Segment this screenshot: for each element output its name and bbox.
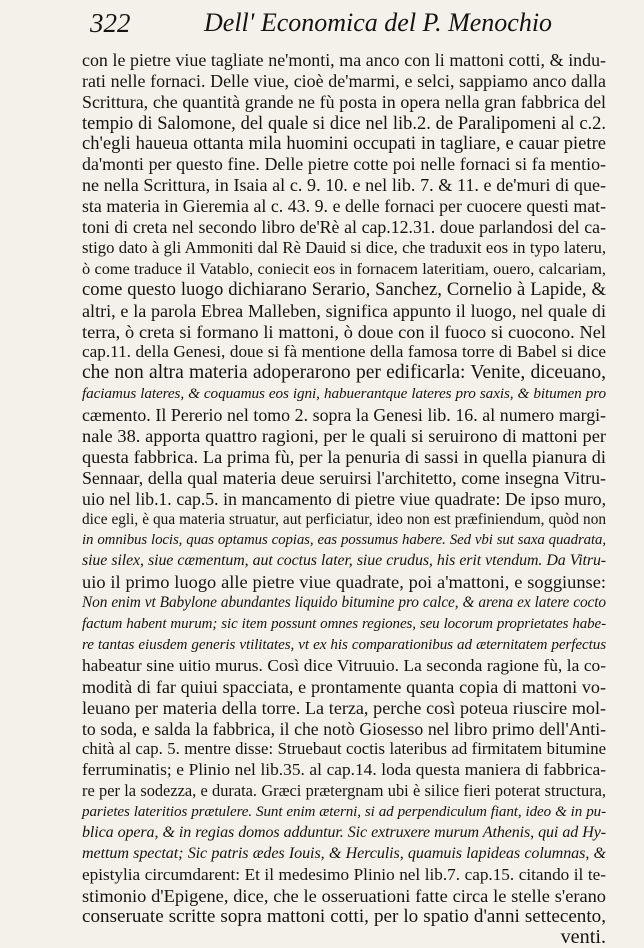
text-line: modità di far quiui spacciata, e prontamente quanta copia di mattoni vo-: [82, 676, 606, 697]
text-line: mettum spectat; Sic patris ædes Iouis, & Herculis, quamuis lapideas columnas, &: [82, 844, 606, 862]
text-line: siue silex, siue cæmentum, aut coctus later, siue crudus, his erit vtendum. Da Vitru-: [82, 552, 606, 570]
text-line: rati nelle fornaci. Delle viue, cioè de'marmi, e selci, sappiamo anco dalla: [82, 70, 606, 91]
text-line: stimonio d'Epigene, dice, che le osseruationi fatte circa le stelle s'erano: [82, 885, 606, 906]
catchword: venti.: [560, 926, 606, 948]
text-line: Sennaar, della qual materia deue seruirsi l'architetto, come insegna Vitru-: [82, 467, 606, 488]
text-line: altri, e la parola Ebrea Malleben, significa appunto il luogo, nel quale di: [82, 300, 606, 321]
text-line: con le pietre viue tagliate ne'monti, ma anco con li mattoni cotti, & indu-: [82, 50, 606, 70]
text-line: ò come traduce il Vatablo, coniecit eos in fornacem lateritiam, ouero, calcariam,: [82, 258, 606, 278]
text-line: conseruate scritte sopra mattoni cotti, per lo spatio d'anni settecento,: [82, 905, 606, 927]
page-number: 322: [90, 8, 131, 38]
text-line: re per la sodezza, e durata. Græci prætergnam ubi è silice fieri poterat structura,: [82, 781, 606, 801]
text-line: come questo luogo dichiarano Serario, Sanchez, Cornelio à Lapide, &: [82, 278, 606, 300]
text-line: tempio di Salomone, del quale si dice nel lib.2. de Paralipomeni al c.2.: [82, 112, 606, 133]
text-line: in omnibus locis, quas optamus copias, eas possumus habere. Sed vbi sut saxa quadrata,: [82, 532, 606, 549]
text-line: parietes lateritios prætulere. Sunt enim æterni, si ad perpendiculum fiant, ideo & in pu-: [82, 804, 606, 821]
text-line: toni di creta nel secondo libro de'Rè al cap.12.31. doue parlandosi del ca-: [82, 217, 606, 238]
text-line: ch'egli haueua ottanta mila huomini occupati in tagliare, e cauar pietre: [82, 132, 606, 154]
text-line: Scrittura, che quantità grande ne fù posta in opera nella gran fabbrica del: [82, 91, 606, 112]
text-line: ne nella Scrittura, in Isaia al c. 9. 10. e nel lib. 7. & 11. e de'muri di que-: [82, 175, 606, 196]
text-line: che non altra materia adoperarono per edificarla: Venite, diceuano,: [82, 362, 606, 384]
text-line: factum habent murum; sic item possunt omnes regiones, seu locorum proprietates habe-: [82, 616, 606, 633]
text-line: da'monti per questo fine. Delle pietre cotte poi nelle fornaci si fa mentio-: [82, 154, 606, 175]
text-line: uio il primo luogo alle pietre viue quadrate, poi a'mattoni, e soggiunse:: [82, 572, 606, 593]
text-line: habeatur sine uitio murus. Così dice Vitruuio. La seconda ragione fù, la co-: [82, 655, 606, 675]
text-line: blica opera, & in regias domos adduntur. Sic extruxere murum Athenis, qui ad Hy-: [82, 823, 606, 841]
text-line: epistylia circumdarent: Et il medesimo Plinio nel lib.7. cap.15. citando il te-: [82, 864, 606, 884]
running-title: Dell' Economica del P. Menochio: [204, 8, 553, 37]
text-line: cæmento. Il Pererio nel tomo 2. sopra la Genesi lib. 16. al numero margi-: [82, 405, 606, 426]
body-text: [82, 50, 606, 948]
text-line: questa fabbrica. La prima fù, per la penuria di sassi in quella pianura di: [82, 446, 606, 467]
text-line: Non enim vt Babylone abundantes liquido bitumine pro calce, & arena ex latere cocto: [82, 594, 606, 612]
text-line: chità al cap. 5. mentre disse: Struebaut coctis lateribus ad firmitatem bitumine: [82, 739, 606, 759]
text-line: to soda, e salda la fabbrica, il che notò Giosesso nel libro primo dell'Anti-: [82, 718, 606, 739]
running-head: [90, 8, 630, 42]
text-line: re tantas eiusdem generis vtilitates, vt ex his comparationibus ad æternitatem perfectus: [82, 635, 606, 653]
text-line: ferruminatis; e Plinio nel lib.35. al cap.14. loda questa maniera di fabbrica-: [82, 760, 606, 780]
text-line: cap.11. della Genesi, doue si fà mentione della famosa torre di Babel si dice: [82, 342, 606, 362]
text-line: sta materia in Gieremia al c. 43. 9. e delle fornaci per cuocere questi mat-: [82, 196, 606, 217]
text-line: faciamus lateres, & coquamus eos igni, habuerantque lateres pro saxis, & bitumen pro: [82, 385, 606, 403]
text-line: nale 38. apporta quattro ragioni, per le quali si seruirono di mattoni per: [82, 426, 606, 447]
text-line: uio nel lib.1. cap.5. in mancamento di pietre viue quadrate: De ipso muro,: [82, 488, 606, 509]
text-line: leuano per materia della torre. La terza, perche così poteua riuscire mol-: [82, 697, 606, 718]
text-line: terra, ò creta si formano li mattoni, ò doue con il fuoco si cuocono. Nel: [82, 321, 606, 342]
text-line: dice egli, è qua materia struatur, aut perficiatur, ideo non est præfiniendum, quòd non: [82, 510, 606, 528]
text-line: stigo dato à gli Ammoniti dal Rè Dauid si dice, che traduxit eos in typo lateru,: [82, 238, 606, 258]
